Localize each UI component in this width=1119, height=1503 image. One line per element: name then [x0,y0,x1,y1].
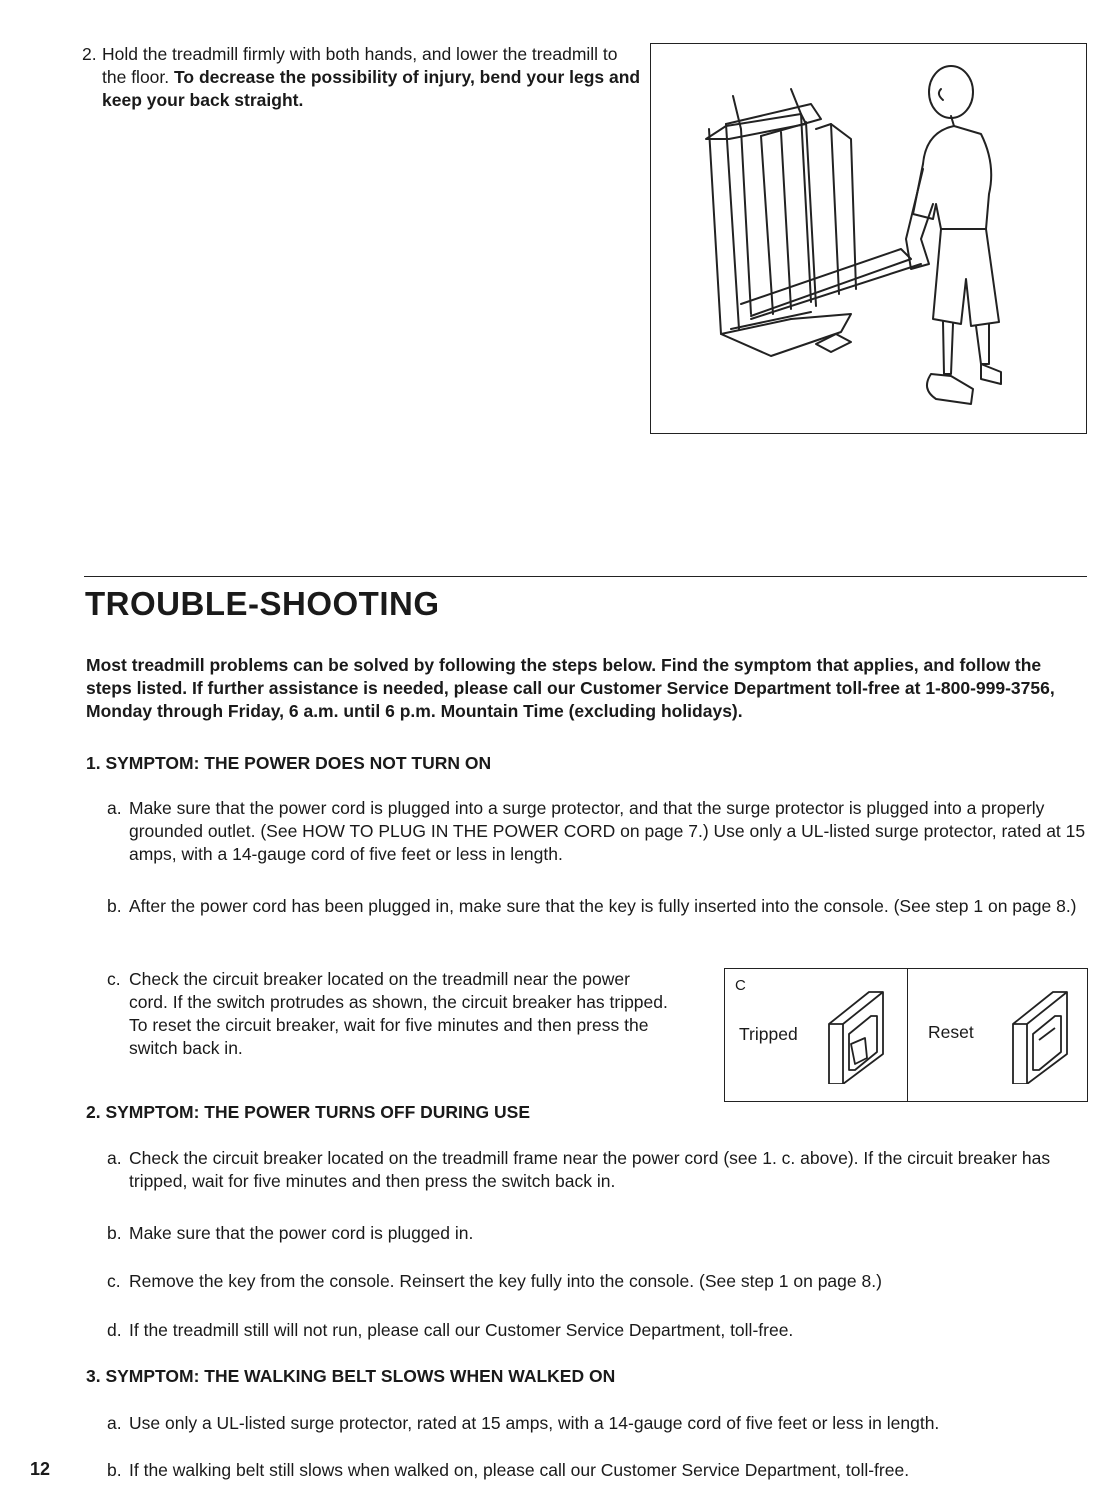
step-warning: To decrease the possibility of injury, bend your legs and keep your back straight. [102,67,641,110]
item-text: Check the circuit breaker located on the treadmill frame near the power cord (see 1. c. above). If the circuit breaker has tripped, wait for five minutes and then press the switch back in. [129,1148,1051,1191]
item-label: c. [107,969,121,989]
item-text: After the power cord has been plugged in, make sure that the key is fully inserted into the console. (See step 1 on page 8.) [129,896,1077,916]
lowering-treadmill-illustration [650,43,1087,434]
figure-letter: C [735,977,746,994]
item-text: Make sure that the power cord is plugged into a surge protector, and that the surge protector is plugged into a properly grounded outlet. (See HOW TO PLUG IN THE POWER CORD on page 7.) Use only a UL-listed surge protector, rated at 15 amps, with a 14-gauge cord of five feet or less in length. [129,798,1086,864]
item-label: c. [107,1271,121,1291]
tripped-switch-icon [821,984,891,1084]
symptom-2-item-b [107,1222,1087,1245]
step-2 [82,43,642,112]
page-number: 12 [30,1459,51,1479]
symptom-1-title: 1. SYMPTOM: THE POWER DOES NOT TURN ON [86,753,492,773]
reset-label: Reset [928,1022,974,1042]
symptom-3-title: 3. SYMPTOM: THE WALKING BELT SLOWS WHEN WALKED ON [86,1366,616,1386]
tripped-label: Tripped [739,1024,798,1044]
step-number: 2. [82,44,97,64]
item-text: Make sure that the power cord is plugged in. [129,1223,474,1243]
item-label: a. [107,1148,122,1168]
symptom-2-title: 2. SYMPTOM: THE POWER TURNS OFF DURING USE [86,1102,531,1122]
item-label: d. [107,1320,122,1340]
intro-paragraph: Most treadmill problems can be solved by following the steps below. Find the symptom that applies, and follow the steps listed. If further assistance is needed, please call our Customer Service Department toll-free at 1-800-999-3756, Monday through Friday, 6 a.m. until 6 p.m. Mountain Time (excluding holidays). [86,655,1055,721]
item-text: Check the circuit breaker located on the treadmill near the power cord. If the switch protrudes as shown, the circuit breaker has tripped. To reset the circuit breaker, wait for five minutes and then press the switch back in. [129,969,668,1058]
symptom-2-item-d [107,1319,1087,1342]
item-label: a. [107,1413,122,1433]
item-label: b. [107,1460,122,1480]
item-label: a. [107,798,122,818]
section-divider [84,576,1087,577]
reset-switch-icon [1005,984,1075,1084]
symptom-1-item-a [107,797,1087,866]
item-text: If the treadmill still will not run, please call our Customer Service Department, toll-free. [129,1320,794,1340]
circuit-breaker-figure [724,968,1088,1102]
item-label: b. [107,1223,122,1243]
figure-divider [907,969,908,1101]
step-text: Hold the treadmill firmly with both hands, and lower the treadmill to the floor. [102,44,618,87]
symptom-2-item-c [107,1270,1087,1293]
item-text: Remove the key from the console. Reinsert the key fully into the console. (See step 1 on page 8.) [129,1271,882,1291]
item-text: Use only a UL-listed surge protector, rated at 15 amps, with a 14-gauge cord of five feet or less in length. [129,1413,940,1433]
symptom-3-item-b [107,1459,1087,1482]
symptom-3-item-a [107,1412,1087,1435]
item-text: If the walking belt still slows when walked on, please call our Customer Service Department, toll-free. [129,1460,910,1480]
treadmill-drawing [706,89,921,356]
item-label: b. [107,896,122,916]
symptom-1-item-c [107,968,672,1060]
section-heading: TROUBLE-SHOOTING [85,585,440,622]
symptom-1-item-b [107,895,1087,918]
symptom-2-item-a [107,1147,1087,1193]
person-drawing [906,66,1001,404]
